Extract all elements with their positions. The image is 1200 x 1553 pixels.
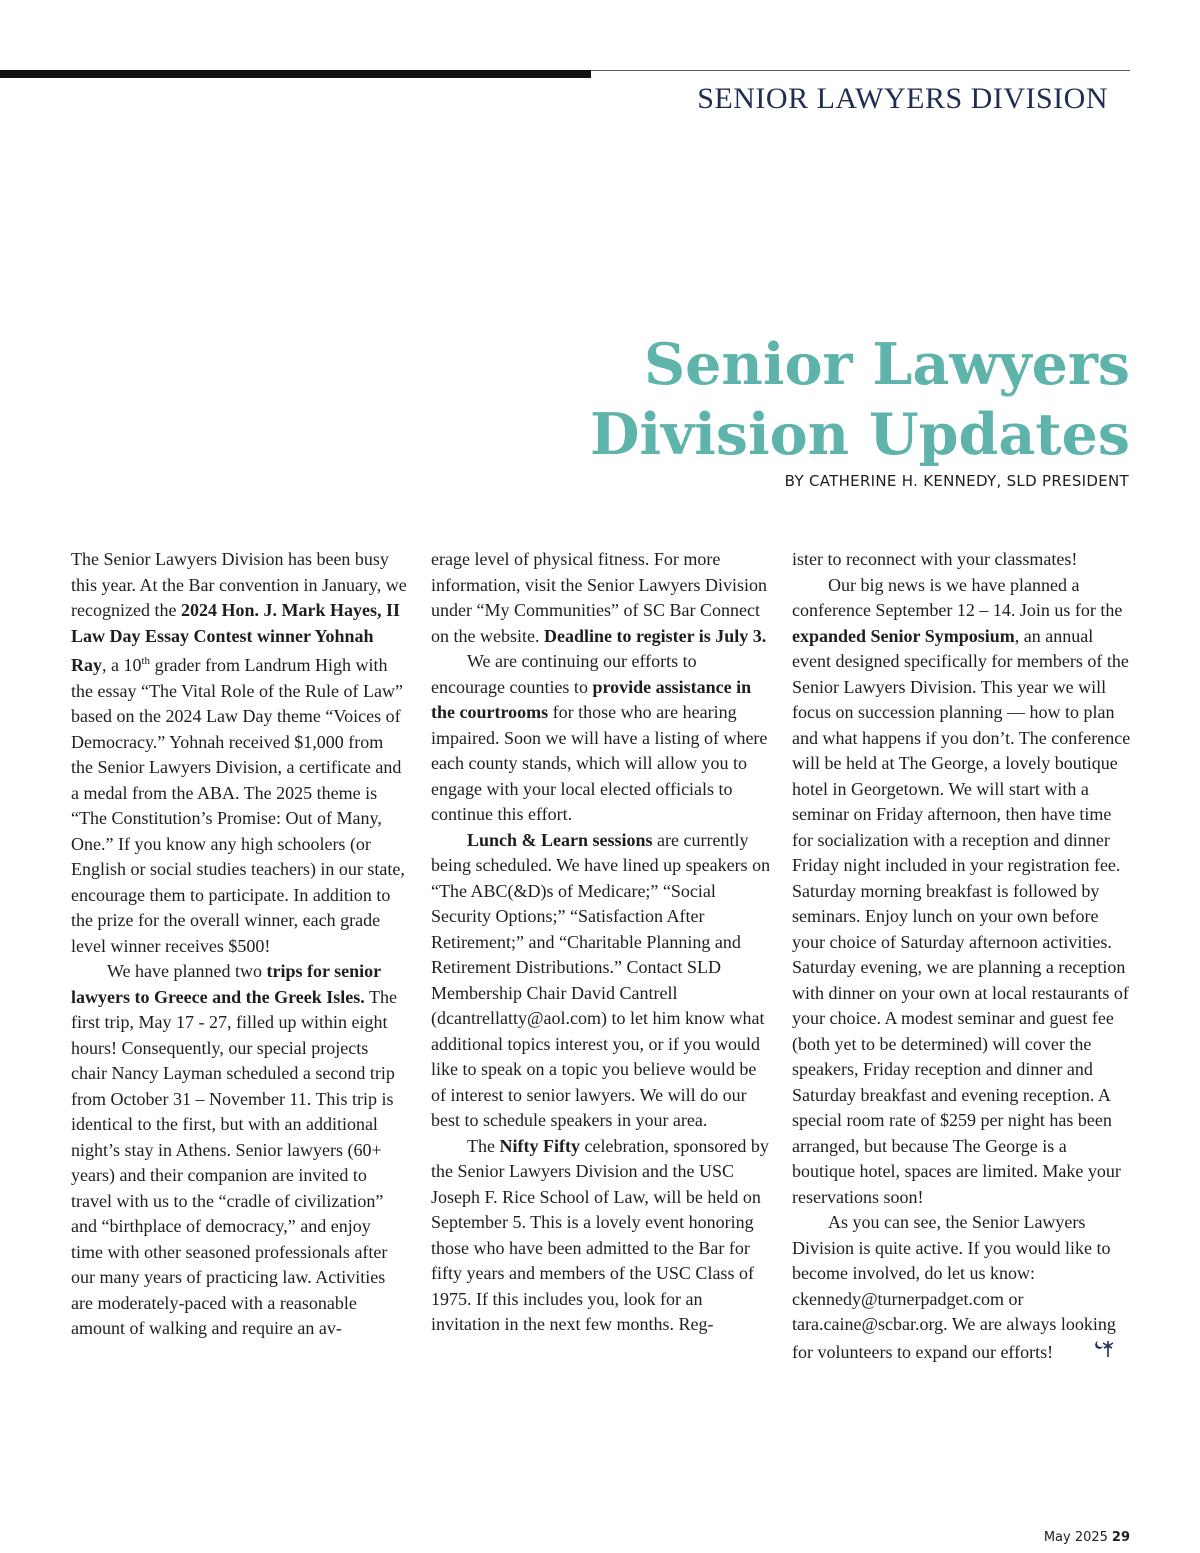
text-run: The: [467, 1135, 500, 1156]
bold-text: Nifty Fifty: [499, 1135, 580, 1156]
text-run: are currently being scheduled. We have lined up speakers on “The ABC(&D)s of Medicare;” “Social Security Options;” “Satisfaction After Retirement;” and “Charitable Planning and Retirement Distributions.” Contact SLD Membership Chair David Cantrell (dcantrellatty@aol.com) to let him know what additional topics interest you, or if you would like to speak on a topic you believe would be of interest to senior lawyers. We will do our best to schedule speakers in your area.: [431, 829, 771, 1130]
page-footer: [1044, 1530, 1130, 1545]
article-title: [430, 330, 1130, 470]
paragraph: [431, 1134, 771, 1338]
text-run: grader from Landrum High with the essay “The Vital Role of the Rule of Law” based on the 2024 Law Day theme “Voices of Democracy.” Yohnah received $1,000 from the Senior Lawyers Division, a certificate and a medal from the ABA. The 2025 theme is “The Constitution’s Promise: Out of Many, One.” If you know any high schoolers (or English or social studies teachers) in our state, encourage them to participate. In addition to the prize for the overall winner, each grade level winner receives $500!: [71, 655, 405, 956]
title-line-2: Division Updates: [590, 401, 1130, 468]
bold-text: Lunch & Learn sessions: [467, 829, 653, 850]
bold-text: 2024 Hon. J. Mark Hayes, II Law Day Essay Contest winner Yohnah Ray: [71, 600, 400, 675]
section-header: SENIOR LAWYERS DIVISION: [697, 82, 1108, 115]
header-rule-thick: [0, 70, 591, 78]
text-run: The first trip, May 17 - 27, filled up within eight hours! Consequently, our special projects chair Nancy Layman scheduled a second trip from October 31 – November 11. This trip is identical to the first, but with an additional night’s stay in Athens. Senior lawyers (60+ years) and their companion are invited to travel with us to the “cradle of civilization” and “birthplace of democracy,” and enjoy time with other seasoned professionals after our many years of practicing law. Activities are moderately-paced with a reasonable amount of walking and require an av-: [71, 986, 397, 1338]
palmetto-moon-icon: [1059, 1338, 1115, 1362]
page-number: 29: [1111, 1530, 1130, 1545]
column-3: [792, 547, 1132, 1365]
text-run: The Senior Lawyers Division has been busy this year. At the Bar convention in January, we recognized the: [71, 549, 407, 620]
paragraph: [71, 959, 407, 1342]
paragraph: [431, 547, 771, 649]
column-2: [431, 547, 771, 1338]
paragraph: ister to reconnect with your classmates!: [792, 549, 1078, 569]
text-run: erage level of physical fitness. For more information, visit the Senior Lawyers Division under “My Communities” of SC Bar Connect on the website.: [431, 549, 767, 646]
header-rule-thin: [591, 70, 1130, 71]
paragraph: [71, 547, 407, 959]
bold-text: trips for senior lawyers to Greece and the Greek Isles.: [71, 961, 381, 1007]
bold-text: Deadline to register is July 3.: [543, 625, 767, 646]
paragraph: [431, 649, 771, 828]
text-run: , a 10: [102, 655, 142, 675]
paragraph: [431, 828, 771, 1134]
text-run: for those who are hearing impaired. Soon we will have a listing of where each county stands, which will allow you to engage with your local elected officials to continue this effort.: [431, 702, 768, 824]
paragraph: [792, 573, 1132, 1211]
bold-text: expanded Senior Symposium: [792, 625, 1015, 646]
byline: BY CATHERINE H. KENNEDY, SLD PRESIDENT: [784, 472, 1129, 490]
text-run: Our big news is we have planned a conference September 12 – 14. Join us for the: [792, 574, 1123, 620]
issue-date: May 2025: [1043, 1530, 1108, 1545]
superscript: th: [141, 655, 151, 667]
title-line-1: Senior Lawyers: [643, 331, 1130, 398]
bold-text: provide assistance in the courtrooms: [431, 676, 752, 722]
column-1: [71, 547, 407, 1342]
paragraph: [792, 1210, 1132, 1365]
text-run: , an annual event designed specifically for members of the Senior Lawyers Division. This year we will focus on succession planning — how to plan and what happens if you don’t. The conference will be held at The George, a lovely boutique hotel in Georgetown. We will start with a seminar on Friday afternoon, then have time for socialization with a reception and dinner Friday night included in your registration fee. Saturday morning breakfast is followed by seminars. Enjoy lunch on your own before your choice of Saturday afternoon activities. Saturday evening, we are planning a reception with dinner on your own at local restaurants of your choice. A modest seminar and guest fee (both yet to be determined) will cover the speakers, Friday reception and dinner and Saturday breakfast and evening reception. A special room rate of $259 per night has been arranged, but because The George is a boutique hotel, spaces are limited. Make your reservations soon!: [792, 625, 1131, 1207]
text-run: As you can see, the Senior Lawyers Division is quite active. If you would like to become involved, do let us know: ckennedy@turnerpadget.com or tara.caine@scbar.org. We are always looking for volunteers to expand our efforts!: [792, 1212, 1116, 1362]
text-run: celebration, sponsored by the Senior Lawyers Division and the USC Joseph F. Rice School of Law, will be held on September 5. This is a lovely event honoring those who have been admitted to the Bar for fifty years and members of the USC Class of 1975. If this includes you, look for an invitation in the next few months. Reg-: [431, 1135, 769, 1334]
text-run: We have planned two: [107, 961, 267, 981]
text-run: We are continuing our efforts to encourage counties to: [431, 651, 697, 697]
